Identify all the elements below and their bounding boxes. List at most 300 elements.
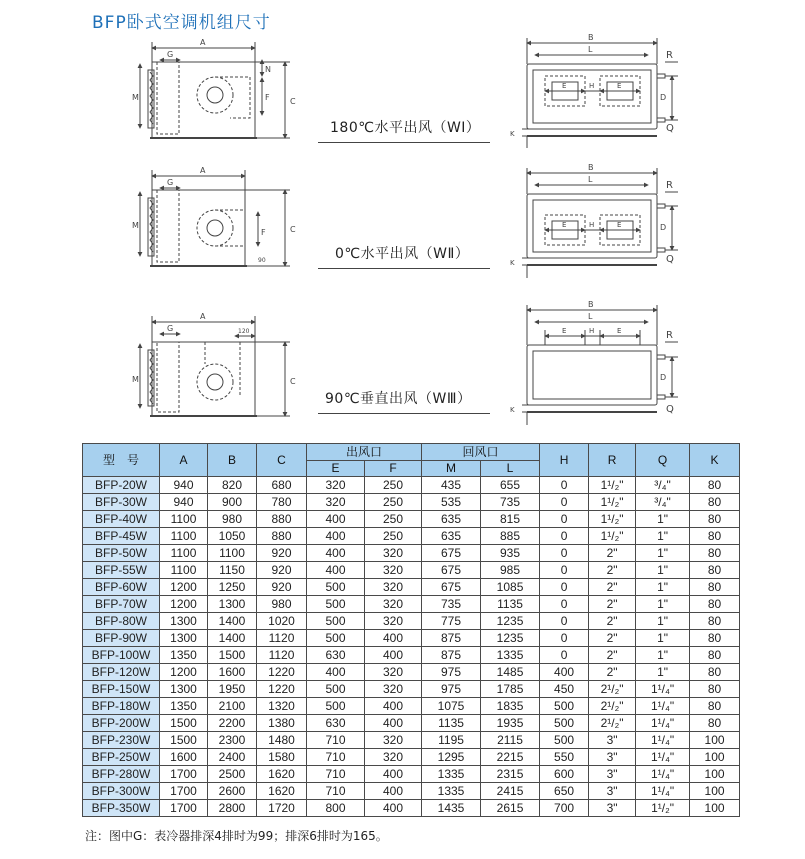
svg-text:N: N — [265, 65, 271, 74]
table-cell: 1135 — [422, 715, 481, 732]
header-l: L — [481, 461, 540, 477]
table-cell: 800 — [307, 800, 365, 817]
table-cell: 2¹/₂" — [589, 715, 636, 732]
table-cell: 400 — [307, 545, 365, 562]
table-cell: 1435 — [422, 800, 481, 817]
caption-wii: 0℃水平出风（WⅡ） — [335, 246, 470, 262]
svg-text:120: 120 — [238, 328, 250, 335]
table-cell: 0 — [540, 494, 589, 511]
table-cell: 80 — [690, 613, 740, 630]
table-cell: 500 — [540, 698, 589, 715]
table-cell: 1¹/₄" — [636, 698, 690, 715]
table-cell: 1950 — [208, 681, 257, 698]
table-cell: 885 — [481, 528, 540, 545]
table-cell: 880 — [257, 511, 307, 528]
table-cell: 100 — [690, 783, 740, 800]
table-cell: 400 — [365, 647, 422, 664]
front-view-wii — [510, 163, 678, 278]
svg-text:C: C — [290, 225, 296, 234]
table-cell: 3" — [589, 783, 636, 800]
table-cell: 1100 — [160, 545, 208, 562]
table-cell: 1380 — [257, 715, 307, 732]
table-cell: 535 — [422, 494, 481, 511]
svg-text:E: E — [562, 82, 567, 90]
table-cell: 320 — [365, 596, 422, 613]
model-cell: BFP-90W — [83, 630, 160, 647]
table-cell: 2315 — [481, 766, 540, 783]
side-view-wi — [132, 38, 296, 138]
table-cell: 80 — [690, 664, 740, 681]
table-cell: 80 — [690, 647, 740, 664]
page-title: BFP卧式空调机组尺寸 — [92, 13, 271, 33]
header-model: 型 号 — [83, 444, 160, 477]
table-cell: 2" — [589, 647, 636, 664]
model-cell: BFP-30W — [83, 494, 160, 511]
table-cell: 400 — [365, 766, 422, 783]
table-cell: 0 — [540, 511, 589, 528]
table-cell: 875 — [422, 630, 481, 647]
table-cell: 1235 — [481, 630, 540, 647]
header-outlet: 出风口 — [307, 444, 422, 461]
table-cell: 1¹/₂" — [589, 528, 636, 545]
table-cell: 0 — [540, 613, 589, 630]
table-cell: 1¹/₄" — [636, 732, 690, 749]
table-cell: 710 — [307, 783, 365, 800]
svg-text:M: M — [132, 375, 139, 384]
header-c: C — [257, 444, 307, 477]
table-cell: 775 — [422, 613, 481, 630]
svg-text:G: G — [167, 324, 174, 333]
table-cell: 630 — [307, 715, 365, 732]
table-cell: 710 — [307, 732, 365, 749]
model-cell: BFP-230W — [83, 732, 160, 749]
header-a: A — [160, 444, 208, 477]
svg-text:D: D — [660, 373, 667, 382]
table-cell: 940 — [160, 494, 208, 511]
svg-text:Q: Q — [666, 123, 674, 134]
table-cell: 2" — [589, 579, 636, 596]
svg-text:M: M — [132, 93, 139, 102]
svg-text:G: G — [167, 50, 174, 59]
table-cell: 100 — [690, 732, 740, 749]
table-cell: 1700 — [160, 800, 208, 817]
table-cell: 1¹/₄" — [636, 766, 690, 783]
table-cell: 1135 — [481, 596, 540, 613]
side-view-wii — [132, 166, 296, 266]
table-cell: 250 — [365, 494, 422, 511]
model-cell: BFP-40W — [83, 511, 160, 528]
table-cell: 1100 — [160, 511, 208, 528]
header-b: B — [208, 444, 257, 477]
front-view-wiii — [510, 300, 678, 425]
table-cell: 1485 — [481, 664, 540, 681]
table-cell: 980 — [257, 596, 307, 613]
table-cell: 1020 — [257, 613, 307, 630]
caption-underline-wiii — [318, 413, 490, 414]
table-cell: 400 — [307, 528, 365, 545]
table-cell: 250 — [365, 477, 422, 494]
caption-underline-wii — [318, 268, 490, 269]
table-cell: 1400 — [208, 630, 257, 647]
table-cell: 1¹/₂" — [636, 800, 690, 817]
table-cell: 2" — [589, 613, 636, 630]
table-cell: 3" — [589, 766, 636, 783]
table-cell: ³/₄" — [636, 477, 690, 494]
table-cell: 710 — [307, 766, 365, 783]
table-cell: 400 — [540, 664, 589, 681]
svg-text:K: K — [510, 406, 515, 414]
table-row — [83, 579, 740, 596]
model-cell: BFP-280W — [83, 766, 160, 783]
table-row — [83, 766, 740, 783]
caption-wiii: 90℃垂直出风（WⅢ） — [325, 391, 472, 407]
table-cell: 2¹/₂" — [589, 681, 636, 698]
table-cell: 550 — [540, 749, 589, 766]
table-cell: 100 — [690, 800, 740, 817]
table-cell: 1335 — [422, 783, 481, 800]
table-cell: 2600 — [208, 783, 257, 800]
table-cell: 1" — [636, 528, 690, 545]
table-cell: 1350 — [160, 698, 208, 715]
table-cell: 1580 — [257, 749, 307, 766]
table-cell: 1250 — [208, 579, 257, 596]
table-cell: 1500 — [160, 732, 208, 749]
table-cell: 675 — [422, 562, 481, 579]
model-cell: BFP-100W — [83, 647, 160, 664]
table-cell: 1" — [636, 511, 690, 528]
table-cell: ³/₄" — [636, 494, 690, 511]
svg-text:K: K — [510, 130, 515, 138]
table-row — [83, 494, 740, 511]
table-cell: 320 — [365, 664, 422, 681]
svg-text:L: L — [588, 45, 593, 54]
table-cell: 680 — [257, 477, 307, 494]
table-cell: 2215 — [481, 749, 540, 766]
table-cell: 2100 — [208, 698, 257, 715]
caption-underline-wi — [318, 142, 490, 143]
table-cell: 80 — [690, 681, 740, 698]
table-cell: 2" — [589, 545, 636, 562]
svg-text:E: E — [617, 327, 622, 335]
table-cell: 320 — [365, 562, 422, 579]
svg-text:D: D — [660, 93, 667, 102]
table-row — [83, 698, 740, 715]
table-cell: 875 — [422, 647, 481, 664]
svg-text:C: C — [290, 97, 296, 106]
table-cell: 400 — [365, 783, 422, 800]
model-cell: BFP-60W — [83, 579, 160, 596]
table-cell: 400 — [365, 800, 422, 817]
table-cell: 3" — [589, 732, 636, 749]
table-cell: 0 — [540, 579, 589, 596]
table-cell: 920 — [257, 545, 307, 562]
table-cell: 2615 — [481, 800, 540, 817]
header-r: R — [589, 444, 636, 477]
svg-text:L: L — [588, 175, 593, 184]
table-cell: 500 — [540, 715, 589, 732]
svg-text:E: E — [562, 327, 567, 335]
table-cell: 2300 — [208, 732, 257, 749]
table-cell: 2415 — [481, 783, 540, 800]
table-cell: 1120 — [257, 647, 307, 664]
table-cell: 80 — [690, 715, 740, 732]
svg-text:E: E — [617, 221, 622, 229]
table-cell: 975 — [422, 681, 481, 698]
table-cell: 1050 — [208, 528, 257, 545]
table-row — [83, 783, 740, 800]
table-cell: 2400 — [208, 749, 257, 766]
table-cell: 320 — [365, 681, 422, 698]
table-cell: 450 — [540, 681, 589, 698]
table-cell: 400 — [307, 511, 365, 528]
table-cell: 2200 — [208, 715, 257, 732]
svg-text:L: L — [588, 312, 593, 321]
table-cell: 635 — [422, 511, 481, 528]
table-cell: 2" — [589, 596, 636, 613]
table-cell: 600 — [540, 766, 589, 783]
table-cell: 80 — [690, 596, 740, 613]
table-cell: 935 — [481, 545, 540, 562]
table-cell: 1220 — [257, 681, 307, 698]
spec-table — [82, 443, 740, 817]
table-cell: 80 — [690, 511, 740, 528]
table-cell: 250 — [365, 511, 422, 528]
model-cell: BFP-80W — [83, 613, 160, 630]
svg-text:B: B — [588, 163, 594, 172]
table-cell: 400 — [365, 698, 422, 715]
table-cell: 1935 — [481, 715, 540, 732]
table-cell: 900 — [208, 494, 257, 511]
table-cell: 985 — [481, 562, 540, 579]
table-cell: 980 — [208, 511, 257, 528]
table-cell: 650 — [540, 783, 589, 800]
side-view-wiii — [132, 312, 296, 416]
header-m: M — [422, 461, 481, 477]
table-cell: 1300 — [160, 613, 208, 630]
model-cell: BFP-300W — [83, 783, 160, 800]
table-cell: 1320 — [257, 698, 307, 715]
svg-text:R: R — [666, 50, 673, 61]
table-row — [83, 613, 740, 630]
table-cell: 0 — [540, 545, 589, 562]
model-cell: BFP-120W — [83, 664, 160, 681]
svg-text:A: A — [200, 166, 206, 175]
table-cell: 0 — [540, 647, 589, 664]
table-cell: 500 — [307, 579, 365, 596]
svg-text:B: B — [588, 300, 594, 309]
table-cell: 780 — [257, 494, 307, 511]
model-cell: BFP-55W — [83, 562, 160, 579]
svg-text:E: E — [562, 221, 567, 229]
table-cell: 2" — [589, 630, 636, 647]
table-cell: 1300 — [208, 596, 257, 613]
table-cell: 80 — [690, 528, 740, 545]
table-cell: 400 — [365, 630, 422, 647]
table-cell: 1" — [636, 664, 690, 681]
table-row — [83, 732, 740, 749]
svg-text:B: B — [588, 33, 594, 42]
table-cell: 2800 — [208, 800, 257, 817]
svg-text:E: E — [617, 82, 622, 90]
table-cell: 1" — [636, 596, 690, 613]
table-cell: 400 — [307, 562, 365, 579]
table-row — [83, 528, 740, 545]
svg-text:A: A — [200, 312, 206, 321]
table-cell: 435 — [422, 477, 481, 494]
table-cell: 1" — [636, 545, 690, 562]
table-cell: 1335 — [481, 647, 540, 664]
table-cell: 1¹/₂" — [589, 511, 636, 528]
label-a: A — [200, 38, 206, 47]
table-row — [83, 664, 740, 681]
table-cell: 735 — [481, 494, 540, 511]
svg-text:H: H — [589, 327, 595, 335]
table-row — [83, 749, 740, 766]
table-cell: 80 — [690, 494, 740, 511]
table-cell: 1300 — [160, 630, 208, 647]
table-cell: 80 — [690, 630, 740, 647]
caption-wi: 180℃水平出风（WⅠ） — [330, 120, 481, 136]
table-cell: 815 — [481, 511, 540, 528]
table-cell: 1700 — [160, 766, 208, 783]
table-cell: 975 — [422, 664, 481, 681]
table-row — [83, 511, 740, 528]
table-cell: 1500 — [208, 647, 257, 664]
table-cell: 320 — [365, 749, 422, 766]
table-cell: 1195 — [422, 732, 481, 749]
svg-text:Q: Q — [666, 404, 674, 415]
header-k: K — [690, 444, 740, 477]
table-cell: 1300 — [160, 681, 208, 698]
table-cell: 1085 — [481, 579, 540, 596]
header-e: E — [307, 461, 365, 477]
spec-table-body — [83, 477, 740, 817]
table-cell: 655 — [481, 477, 540, 494]
table-cell: 920 — [257, 579, 307, 596]
table-cell: 320 — [307, 494, 365, 511]
table-cell: 500 — [307, 630, 365, 647]
table-cell: 630 — [307, 647, 365, 664]
table-cell: 675 — [422, 545, 481, 562]
table-cell: 820 — [208, 477, 257, 494]
table-cell: 1" — [636, 647, 690, 664]
table-cell: 500 — [307, 613, 365, 630]
svg-text:90: 90 — [258, 257, 266, 264]
table-cell: 700 — [540, 800, 589, 817]
footnote: 注：图中G：表冷器排深4排时为99；排深6排时为165。 — [85, 829, 388, 843]
header-q: Q — [636, 444, 690, 477]
table-cell: 635 — [422, 528, 481, 545]
table-cell: 1075 — [422, 698, 481, 715]
table-cell: 100 — [690, 749, 740, 766]
svg-text:K: K — [510, 259, 515, 267]
table-cell: 320 — [365, 732, 422, 749]
table-cell: 320 — [365, 613, 422, 630]
table-cell: 0 — [540, 562, 589, 579]
table-cell: 1" — [636, 562, 690, 579]
table-cell: 735 — [422, 596, 481, 613]
table-cell: 1200 — [160, 664, 208, 681]
model-cell: BFP-150W — [83, 681, 160, 698]
table-cell: 0 — [540, 596, 589, 613]
table-cell: 80 — [690, 698, 740, 715]
table-cell: 100 — [690, 766, 740, 783]
table-cell: 320 — [307, 477, 365, 494]
table-cell: 500 — [307, 698, 365, 715]
table-cell: 675 — [422, 579, 481, 596]
table-cell: 1¹/₄" — [636, 749, 690, 766]
table-cell: 1" — [636, 579, 690, 596]
model-cell: BFP-70W — [83, 596, 160, 613]
model-cell: BFP-350W — [83, 800, 160, 817]
svg-text:F: F — [265, 93, 270, 102]
header-f: F — [365, 461, 422, 477]
table-cell: 1400 — [208, 613, 257, 630]
table-cell: 0 — [540, 477, 589, 494]
table-cell: 1100 — [160, 528, 208, 545]
table-cell: 1335 — [422, 766, 481, 783]
table-cell: 1200 — [160, 596, 208, 613]
model-cell: BFP-200W — [83, 715, 160, 732]
table-cell: 1720 — [257, 800, 307, 817]
table-row — [83, 715, 740, 732]
table-cell: 500 — [307, 681, 365, 698]
table-cell: 1835 — [481, 698, 540, 715]
svg-text:R: R — [666, 180, 673, 191]
svg-text:M: M — [132, 221, 139, 230]
table-cell: 1700 — [160, 783, 208, 800]
table-cell: 400 — [365, 715, 422, 732]
table-cell: 1200 — [160, 579, 208, 596]
table-cell: 1295 — [422, 749, 481, 766]
table-cell: 80 — [690, 579, 740, 596]
table-cell: 2115 — [481, 732, 540, 749]
header-h: H — [540, 444, 589, 477]
table-cell: 500 — [307, 596, 365, 613]
table-cell: 2" — [589, 562, 636, 579]
svg-text:F: F — [261, 228, 266, 237]
model-cell: BFP-180W — [83, 698, 160, 715]
front-view-wi — [510, 33, 678, 148]
table-cell: 80 — [690, 562, 740, 579]
table-cell: 2" — [589, 664, 636, 681]
table-cell: 80 — [690, 477, 740, 494]
table-cell: 2¹/₂" — [589, 698, 636, 715]
svg-text:H: H — [589, 82, 595, 90]
table-row — [83, 545, 740, 562]
table-cell: 1120 — [257, 630, 307, 647]
table-cell: 250 — [365, 528, 422, 545]
table-cell: 400 — [307, 664, 365, 681]
table-cell: 320 — [365, 545, 422, 562]
svg-text:H: H — [589, 221, 595, 229]
table-cell: 880 — [257, 528, 307, 545]
table-cell: 1100 — [208, 545, 257, 562]
table-cell: 1500 — [160, 715, 208, 732]
table-cell: 940 — [160, 477, 208, 494]
table-row — [83, 647, 740, 664]
table-cell: 1620 — [257, 766, 307, 783]
table-cell: 0 — [540, 528, 589, 545]
table-cell: 1¹/₄" — [636, 715, 690, 732]
table-row — [83, 596, 740, 613]
svg-text:C: C — [290, 377, 296, 386]
model-cell: BFP-250W — [83, 749, 160, 766]
table-cell: 3" — [589, 800, 636, 817]
table-cell: 1¹/₂" — [589, 477, 636, 494]
table-cell: 1235 — [481, 613, 540, 630]
table-cell: 1" — [636, 613, 690, 630]
